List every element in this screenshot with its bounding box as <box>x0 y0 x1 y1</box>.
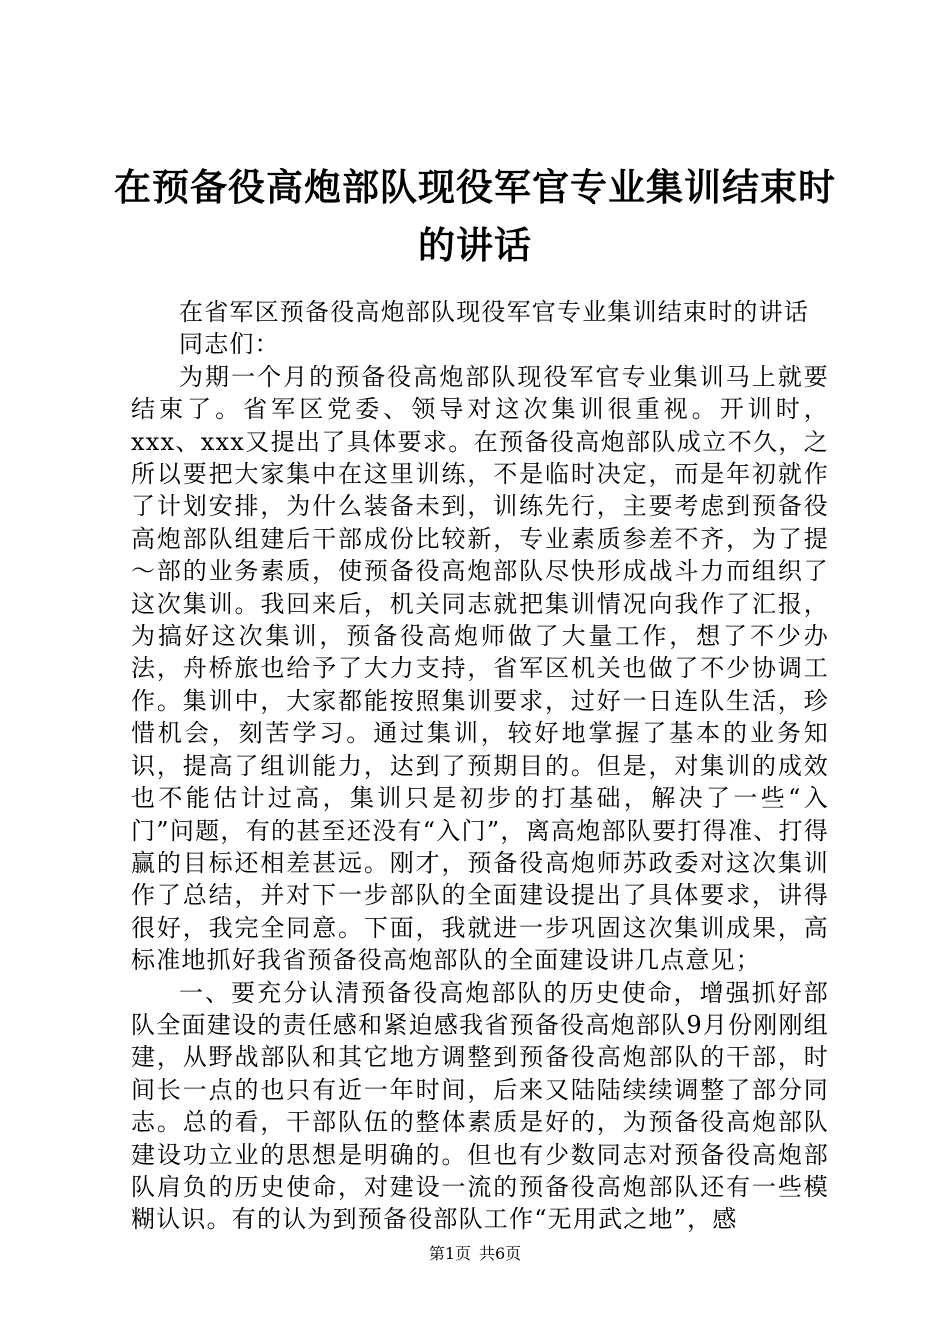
document-body <box>131 296 829 1236</box>
paragraph: 一、要充分认清预备役高炮部队的历史使命，增强抓好部队全面建设的责任感和紧迫感我省预备役高炮部队9月份刚刚组建，从野战部队和其它地方调整到预备役高炮部队的干部，时间长一点的也只有近一年时间，后来又陆陆续续调整了部分同志。总的看，干部队伍的整体素质是好的，为预备役高炮部队建设功立业的思想是明确的。但也有少数同志对预备役高炮部队肩负的历史使命，对建设一流的预备役高炮部队还有一些模糊认识。有的认为到预备役部队工作“无用武之地”，感 <box>131 978 829 1234</box>
page-footer <box>0 1243 950 1265</box>
subtitle-line: 在省军区预备役高炮部队现役军官专业集训结束时的讲话 <box>179 298 809 326</box>
document-title: 在预备役高炮部队现役军官专业集训结束时的讲话 <box>114 165 836 267</box>
salutation: 同志们： <box>179 330 280 359</box>
page-total: 共6页 <box>479 1244 522 1263</box>
paragraph: 为期一个月的预备役高炮部队现役军官专业集训马上就要结束了。省军区党委、领导对这次集训很重视。开训时，xxx、xxx又提出了具体要求。在预备役高炮部队成立不久，之所以要把大家集中在这里训练，不是临时决定，而是年初就作了计划安排，为什么装备未到，训练先行，主要考虑到预备役高炮部队组建后干部成份比较新，专业素质参差不齐，为了提～部的业务素质，使预备役高炮部队尽快形成战斗力而组织了这次集训。我回来后，机关同志就把集训情况向我作了汇报，为搞好这次集训，预备役高炮师做了大量工作，想了不少办法，舟桥旅也给予了大力支持，省军区机关也做了不少协调工作。集训中，大家都能按照集训要求，过好一日连队生活，珍惜机会，刻苦学习。通过集训，较好地掌握了基本的业务知识，提高了组训能力，达到了预期目的。但是，对集训的成效也不能估计过高，集训只是初步的打基础，解决了一些“入门”问题，有的甚至还没有“入门”，离高炮部队要打得准、打得赢的目标还相差甚远。刚才，预备役高炮师苏政委对这次集训作了总结，并对下一步部队的全面建设提出了具体要求，讲得很好，我完全同意。下面，我就进一步巩固这次集训成果，高标准地抓好我省预备役高炮部队的全面建设讲几点意见； <box>131 362 829 975</box>
page-number: 第1页 <box>428 1244 471 1263</box>
